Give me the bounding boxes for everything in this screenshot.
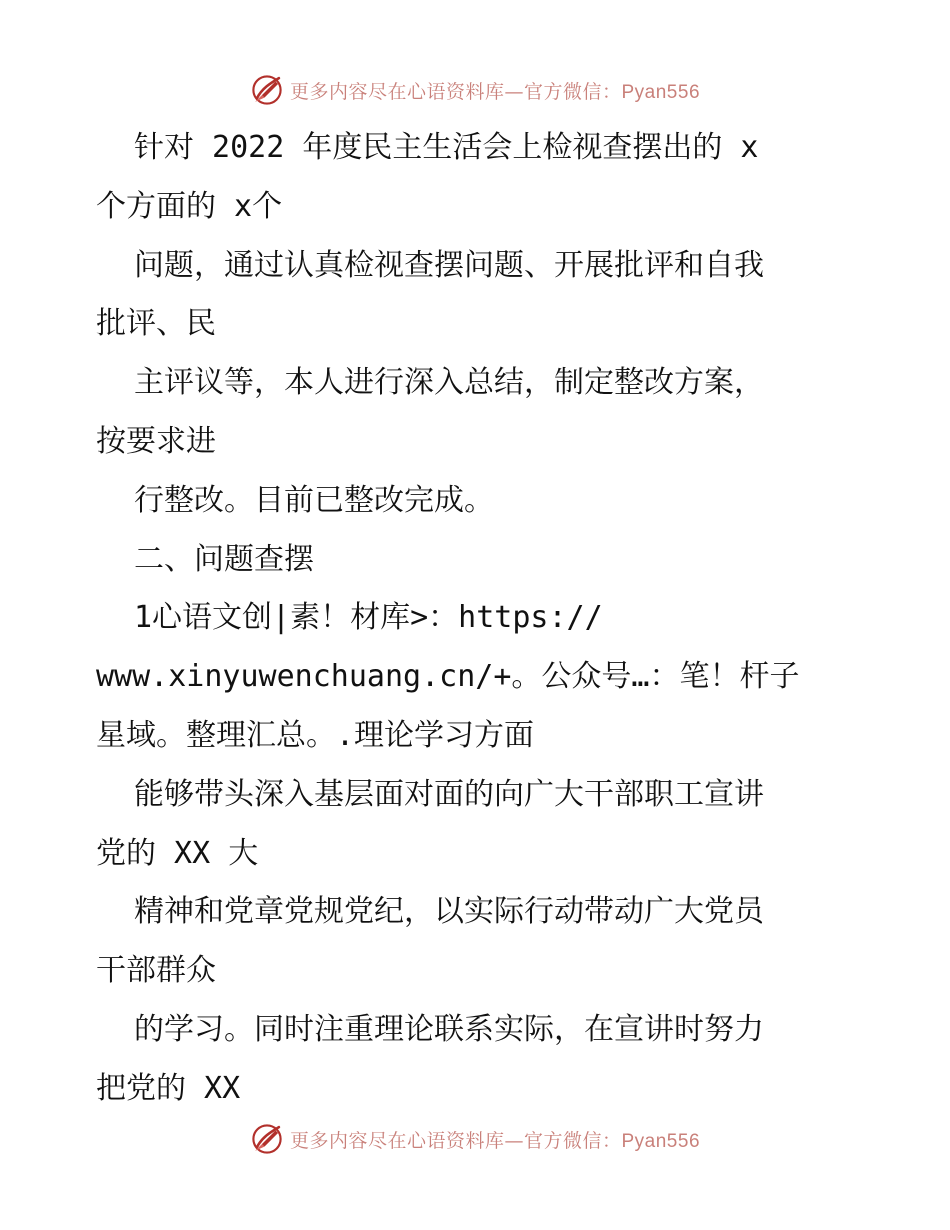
footer-banner-text-en: Pyan556 xyxy=(621,1130,701,1152)
body-line: 问题，通过认真检视查摆问题、开展批评和自我 xyxy=(134,247,764,283)
body-line: www.xinyuwenchuang.cn/+。公众号…：笔！杆子 xyxy=(96,659,800,695)
body-line: 星域。整理汇总。.理论学习方面 xyxy=(96,717,535,753)
body-line: 的学习。同时注重理论联系实际，在宣讲时努力 xyxy=(134,1011,764,1047)
body-line: 针对 2022 年度民主生活会上检视查摆出的 x xyxy=(134,130,759,165)
footer-banner-text-cn: 更多内容尽在心语资料库—官方微信： xyxy=(289,1129,622,1152)
body-line: 行整改。目前已整改完成。 xyxy=(134,482,494,518)
header-banner-text xyxy=(290,77,700,104)
footer-banner-inner xyxy=(250,1122,700,1156)
body-line: 主评议等，本人进行深入总结，制定整改方案， xyxy=(134,365,764,401)
body-line: 精神和党章党规党纪，以实际行动带动广大党员 xyxy=(134,894,764,930)
body-line: 个方面的 x个 xyxy=(96,188,283,224)
section-heading: 二、问题查摆 xyxy=(134,541,314,577)
header-banner xyxy=(0,72,950,108)
body-line: 按要求进 xyxy=(96,423,216,459)
footer-banner-text xyxy=(290,1126,700,1153)
body-line: 1心语文创|素！材库>：https:// xyxy=(134,600,603,636)
pen-logo-icon xyxy=(250,73,284,107)
body-line: 把党的 XX xyxy=(96,1070,241,1106)
body-line: 党的 XX 大 xyxy=(96,835,259,871)
pen-logo-icon xyxy=(250,1122,284,1156)
body-text xyxy=(96,119,876,1119)
footer-banner xyxy=(0,1121,950,1157)
header-banner-text-en: Pyan556 xyxy=(621,81,701,103)
header-banner-inner xyxy=(250,73,700,107)
header-banner-text-cn: 更多内容尽在心语资料库—官方微信： xyxy=(289,80,622,103)
body-line: 批评、民 xyxy=(96,306,216,342)
body-line: 干部群众 xyxy=(96,953,216,989)
body-line: 能够带头深入基层面对面的向广大干部职工宣讲 xyxy=(134,776,764,812)
